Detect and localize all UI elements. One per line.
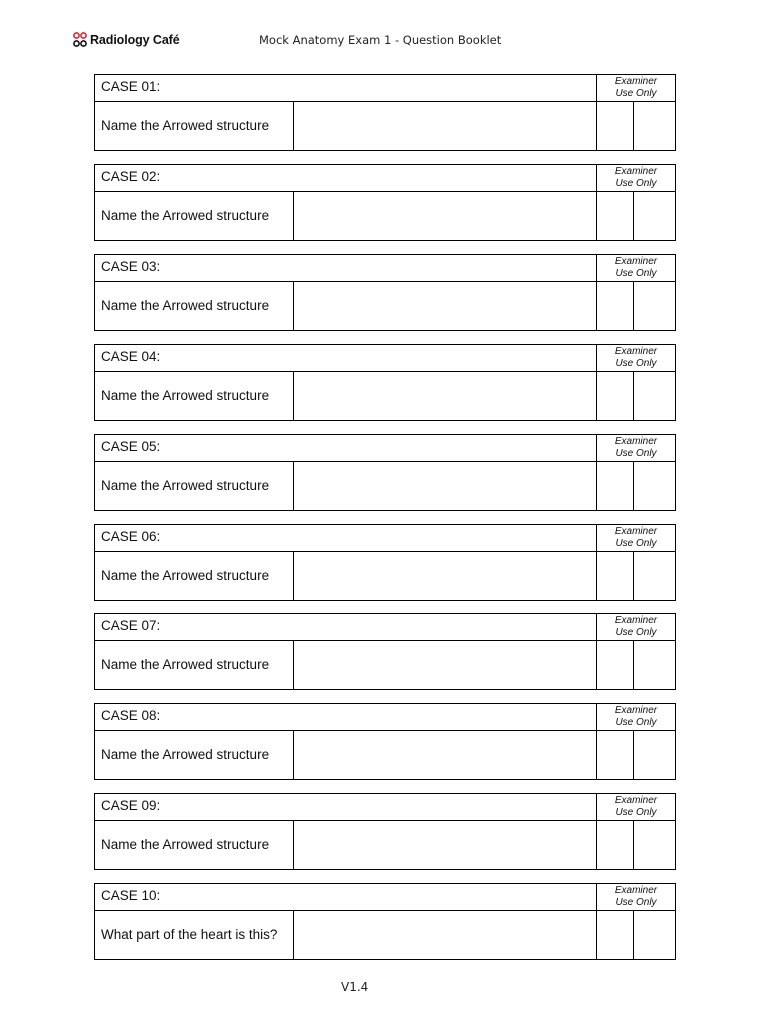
- examiner-label-line2: Use Only: [615, 807, 657, 818]
- examiner-mark-cell-1[interactable]: [596, 821, 634, 869]
- logo-text: Radiology Café: [90, 33, 180, 47]
- examiner-label-line1: Examiner: [614, 795, 658, 806]
- examiner-label-line2: Use Only: [615, 268, 657, 279]
- question-text: Name the Arrowed structure: [101, 298, 270, 313]
- answer-field[interactable]: [294, 552, 596, 600]
- answer-field[interactable]: [294, 641, 596, 689]
- examiner-use-only-label: [596, 884, 675, 910]
- examiner-mark-cell-1[interactable]: [596, 731, 634, 779]
- question-text: Name the Arrowed structure: [101, 478, 270, 493]
- examiner-label-line1: Examiner: [614, 436, 658, 447]
- case-box: [94, 703, 676, 780]
- examiner-use-only-label: [596, 75, 675, 101]
- examiner-use-only-label: [596, 704, 675, 730]
- question-text: Name the Arrowed structure: [101, 837, 270, 852]
- question-text: What part of the heart is this?: [101, 927, 278, 942]
- case-header-row: [95, 884, 675, 911]
- case-box: [94, 883, 676, 960]
- examiner-mark-cell-1[interactable]: [596, 552, 634, 600]
- examiner-use-only-label: [596, 165, 675, 191]
- case-box: [94, 793, 676, 870]
- question-text: Name the Arrowed structure: [101, 388, 270, 403]
- version-label: V1.4: [341, 980, 369, 994]
- case-box: [94, 164, 676, 241]
- case-header-row: [95, 345, 675, 372]
- examiner-mark-cell-2[interactable]: [633, 462, 675, 510]
- case-label: CASE 03:: [101, 259, 161, 274]
- case-box: [94, 434, 676, 511]
- case-label: CASE 08:: [101, 708, 161, 723]
- examiner-mark-cell-2[interactable]: [633, 911, 675, 959]
- case-box: [94, 524, 676, 601]
- radiology-cafe-logo-icon: [73, 32, 87, 48]
- case-header-row: [95, 75, 675, 102]
- question-text: Name the Arrowed structure: [101, 208, 270, 223]
- examiner-label-line2: Use Only: [615, 717, 657, 728]
- case-question: [95, 821, 294, 869]
- examiner-label-line1: Examiner: [614, 166, 658, 177]
- answer-field[interactable]: [294, 821, 596, 869]
- examiner-label-line1: Examiner: [614, 615, 658, 626]
- examiner-mark-cell-2[interactable]: [633, 372, 675, 420]
- examiner-label-line2: Use Only: [615, 627, 657, 638]
- case-box: [94, 74, 676, 151]
- case-label: CASE 06:: [101, 529, 161, 544]
- case-box: [94, 613, 676, 690]
- examiner-mark-cell-2[interactable]: [633, 641, 675, 689]
- case-question: [95, 462, 294, 510]
- answer-field[interactable]: [294, 372, 596, 420]
- examiner-label-line1: Examiner: [614, 256, 658, 267]
- examiner-label-line1: Examiner: [614, 526, 658, 537]
- case-header-row: [95, 794, 675, 821]
- examiner-use-only-label: [596, 345, 675, 371]
- examiner-mark-cell-1[interactable]: [596, 641, 634, 689]
- case-header-row: [95, 255, 675, 282]
- case-label: CASE 01:: [101, 79, 161, 94]
- question-text: Name the Arrowed structure: [101, 747, 270, 762]
- examiner-label-line2: Use Only: [615, 358, 657, 369]
- examiner-label-line2: Use Only: [615, 178, 657, 189]
- examiner-mark-cell-1[interactable]: [596, 102, 634, 150]
- case-label: CASE 09:: [101, 798, 161, 813]
- examiner-label-line1: Examiner: [614, 705, 658, 716]
- examiner-mark-cell-2[interactable]: [633, 282, 675, 330]
- examiner-use-only-label: [596, 525, 675, 551]
- examiner-mark-cell-2[interactable]: [633, 821, 675, 869]
- examiner-use-only-label: [596, 614, 675, 640]
- case-question: [95, 102, 294, 150]
- examiner-label-line1: Examiner: [614, 346, 658, 357]
- answer-field[interactable]: [294, 282, 596, 330]
- case-question: [95, 192, 294, 240]
- examiner-mark-cell-2[interactable]: [633, 102, 675, 150]
- examiner-mark-cell-1[interactable]: [596, 911, 634, 959]
- case-box: [94, 254, 676, 331]
- brand-logo: [73, 32, 180, 48]
- examiner-mark-cell-1[interactable]: [596, 282, 634, 330]
- case-question: [95, 552, 294, 600]
- case-question: [95, 372, 294, 420]
- case-header-row: [95, 704, 675, 731]
- examiner-mark-cell-2[interactable]: [633, 731, 675, 779]
- case-box: [94, 344, 676, 421]
- examiner-use-only-label: [596, 794, 675, 820]
- case-label: CASE 07:: [101, 618, 161, 633]
- answer-field[interactable]: [294, 192, 596, 240]
- case-question: [95, 911, 294, 959]
- examiner-mark-cell-1[interactable]: [596, 462, 634, 510]
- case-label: CASE 02:: [101, 169, 161, 184]
- examiner-label-line2: Use Only: [615, 88, 657, 99]
- examiner-mark-cell-2[interactable]: [633, 552, 675, 600]
- question-text: Name the Arrowed structure: [101, 568, 270, 583]
- examiner-label-line1: Examiner: [614, 76, 658, 87]
- case-header-row: [95, 165, 675, 192]
- case-header-row: [95, 614, 675, 641]
- question-text: Name the Arrowed structure: [101, 118, 270, 133]
- examiner-mark-cell-1[interactable]: [596, 372, 634, 420]
- case-question: [95, 731, 294, 779]
- case-label: CASE 05:: [101, 439, 161, 454]
- case-header-row: [95, 435, 675, 462]
- document-title: Mock Anatomy Exam 1 - Question Booklet: [259, 33, 502, 47]
- examiner-label-line2: Use Only: [615, 448, 657, 459]
- case-label: CASE 10:: [101, 888, 161, 903]
- examiner-use-only-label: [596, 255, 675, 281]
- answer-field[interactable]: [294, 911, 596, 959]
- examiner-label-line1: Examiner: [614, 885, 658, 896]
- case-header-row: [95, 525, 675, 552]
- examiner-label-line2: Use Only: [615, 897, 657, 908]
- page-header: [0, 0, 768, 60]
- examiner-mark-cell-2[interactable]: [633, 192, 675, 240]
- examiner-label-line2: Use Only: [615, 538, 657, 549]
- case-label: CASE 04:: [101, 349, 161, 364]
- question-text: Name the Arrowed structure: [101, 657, 270, 672]
- examiner-use-only-label: [596, 435, 675, 461]
- answer-field[interactable]: [294, 462, 596, 510]
- answer-field[interactable]: [294, 102, 596, 150]
- answer-field[interactable]: [294, 731, 596, 779]
- examiner-mark-cell-1[interactable]: [596, 192, 634, 240]
- case-question: [95, 282, 294, 330]
- case-question: [95, 641, 294, 689]
